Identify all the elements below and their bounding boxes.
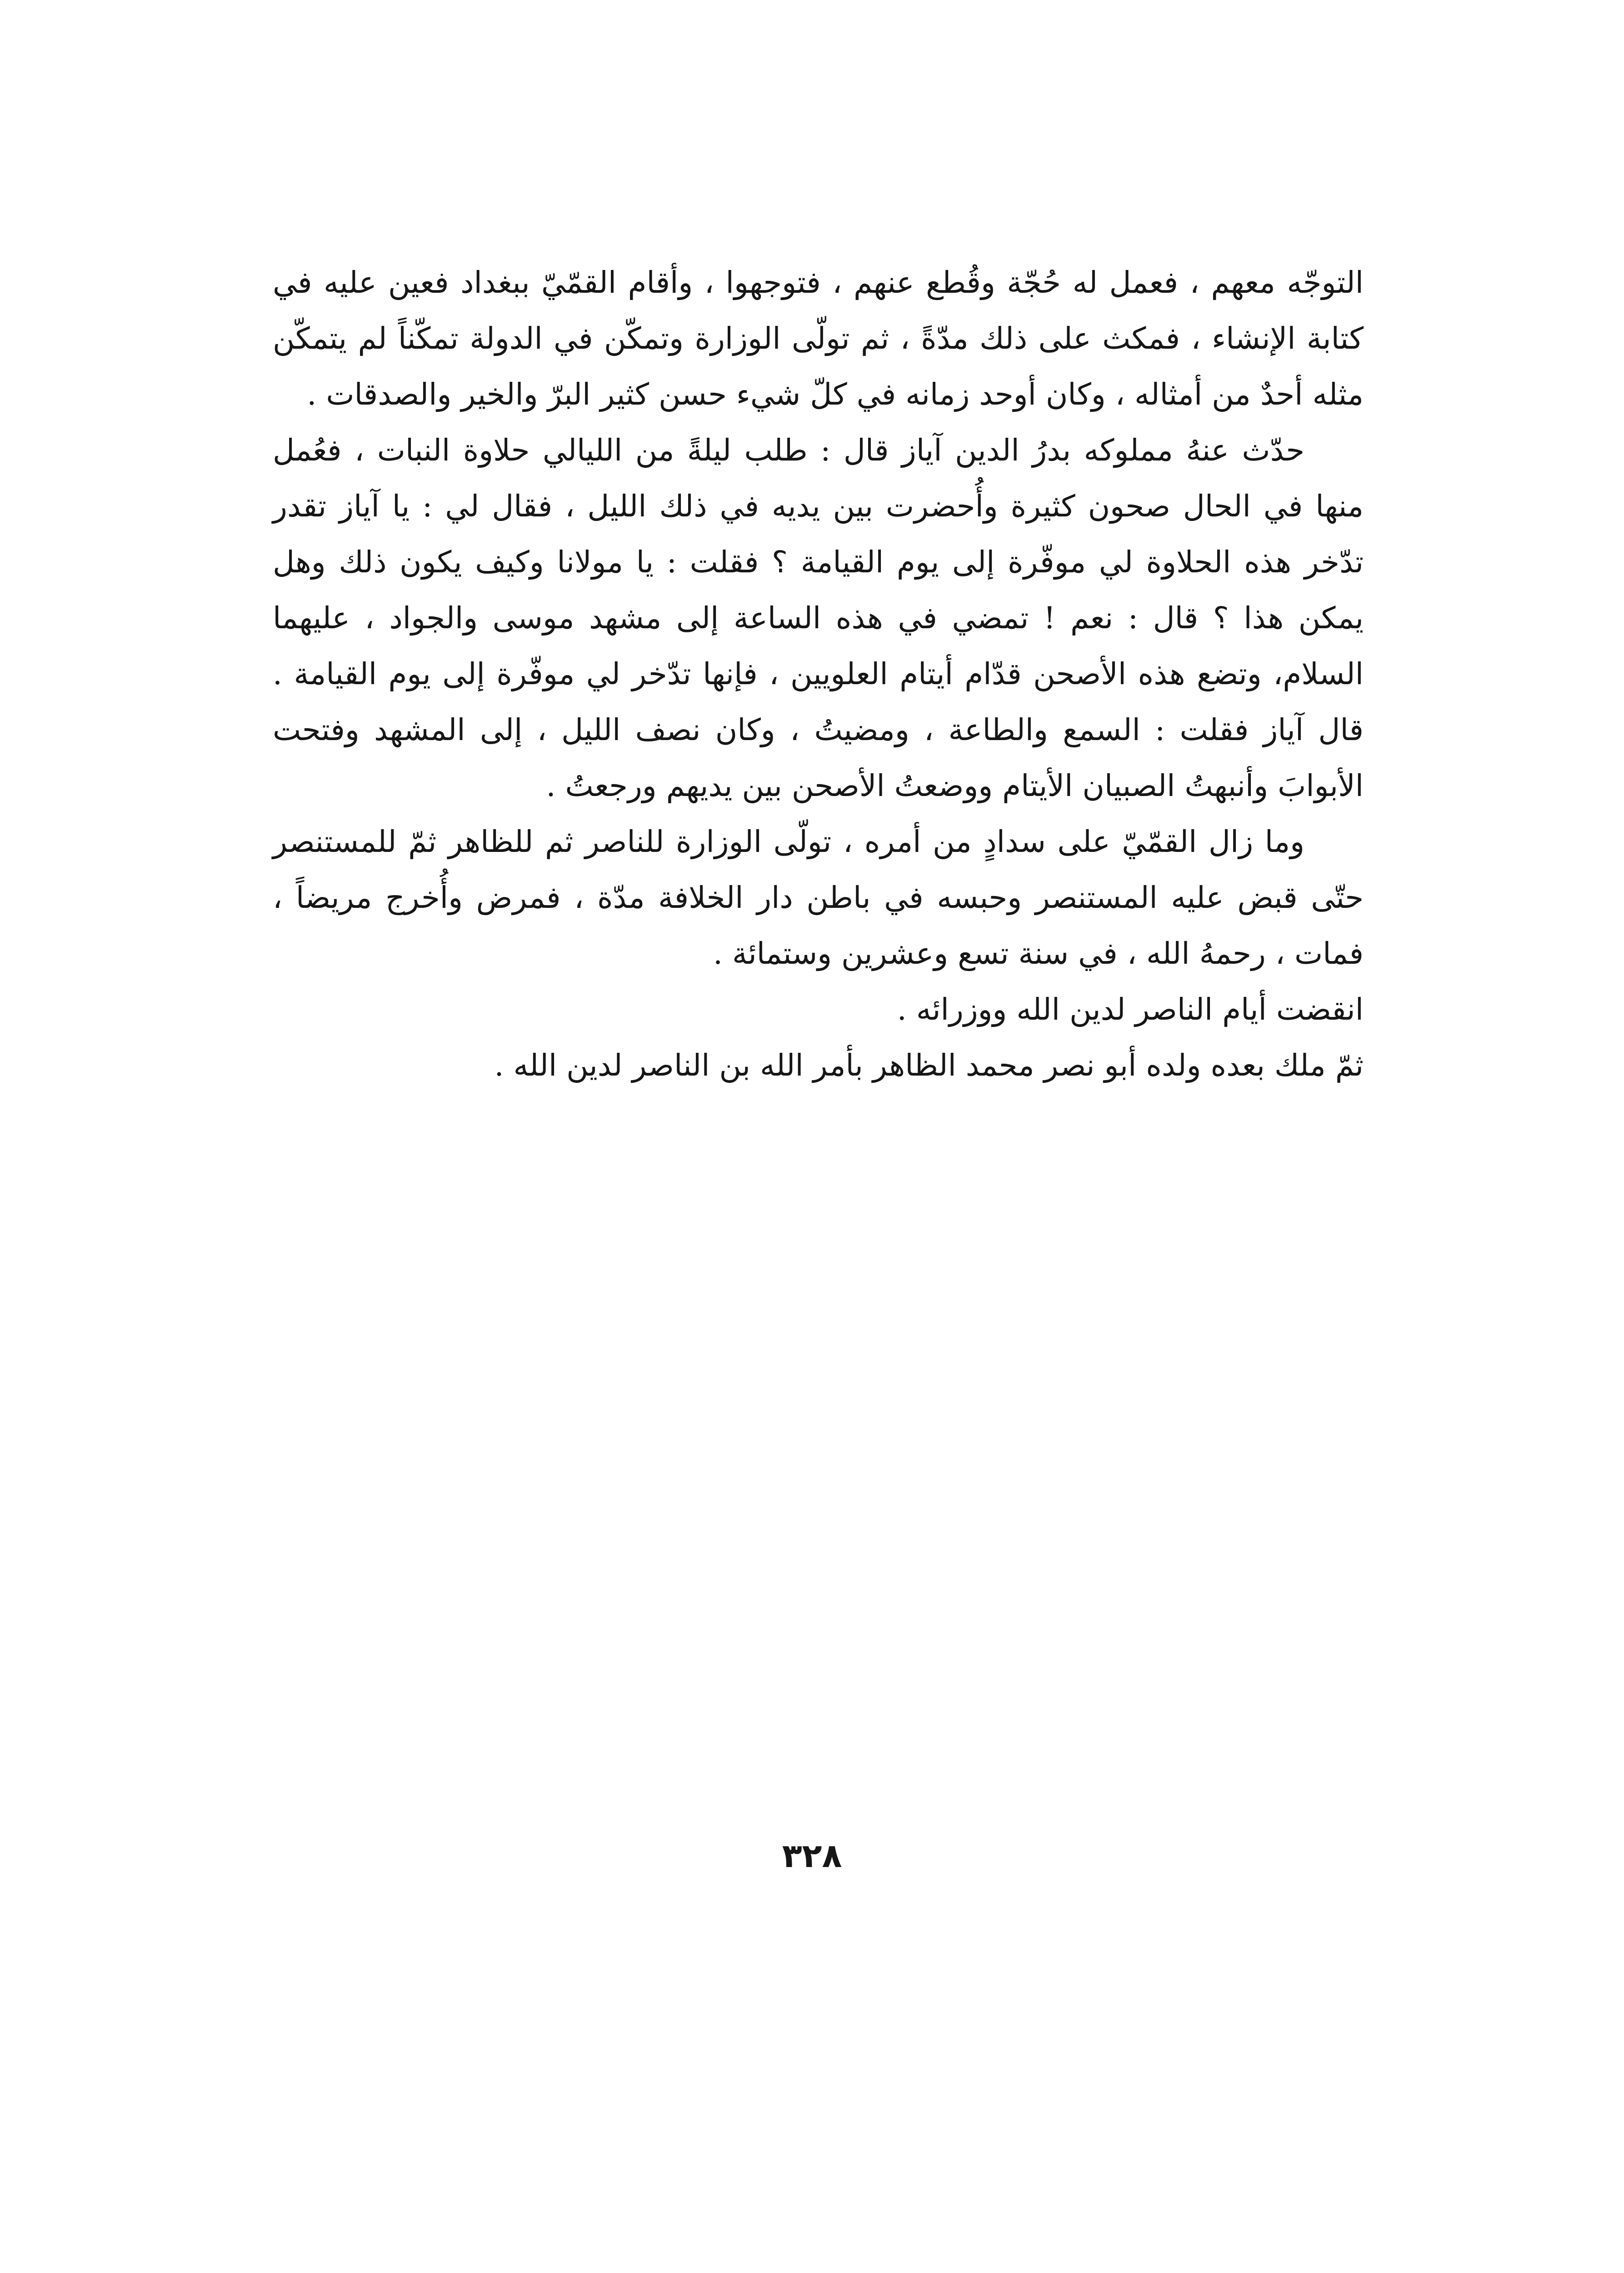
paragraph-3: وما زال القمّيّ على سدادٍ من أمره ، تولّى الوزارة للناصر ثم للظاهر ثمّ للمستنصر حتّى قبض عليه المستنصر وحبسه في باطن دار الخلافة مدّة ، فمرض وأُخرج مريضاً ، فمات ، رحمهُ الله ، في سنة تسع وعشرين وستمائة . xyxy=(273,824,1364,971)
closing-line-2: ثمّ ملك بعده ولده أبو نصر محمد الظاهر بأمر الله بن الناصر لدين الله . xyxy=(494,1048,1364,1083)
paragraph-2: حدّث عنهُ مملوكه بدرُ الدين آياز قال : طلب ليلةً من الليالي حلاوة النبات ، فعُمل منها في الحال صحون كثيرة وأُحضرت بين يديه في ذلك الليل ، فقال لي : يا آياز تقدر تدّخر هذه الحلاوة لي موفّرة إلى يوم القيامة ؟ فقلت : يا مولانا وكيف يكون ذلك وهل يمكن هذا ؟ قال : نعم ! تمضي في هذه الساعة إلى مشهد موسى والجواد ، عليهما السلام، وتضع هذه الأصحن قدّام أيتام العلويين ، فإنها تدّخر لي موفّرة إلى يوم القيامة . قال آياز فقلت : السمع والطاعة ، ومضيتُ ، وكان نصف الليل ، إلى المشهد وفتحت الأبوابَ وأنبهتُ الصبيان الأيتام ووضعتُ الأصحن بين يديهم ورجعتُ . xyxy=(273,433,1364,803)
page-number: ٣٢٨ xyxy=(782,1837,842,1875)
body-text xyxy=(273,255,1364,1093)
closing-line-1: انقضت أيام الناصر لدين الله ووزرائه . xyxy=(897,992,1364,1027)
paragraph-1: التوجّه معهم ، فعمل له حُجّة وقُطع عنهم ، فتوجهوا ، وأقام القمّيّ ببغداد فعين عليه في كتابة الإنشاء ، فمكث على ذلك مدّةً ، ثم تولّى الوزارة وتمكّن في الدولة تمكّناً لم يتمكّن مثله أحدٌ من أمثاله ، وكان أوحد زمانه في كلّ شيء حسن كثير البرّ والخير والصدقات . xyxy=(273,265,1364,412)
